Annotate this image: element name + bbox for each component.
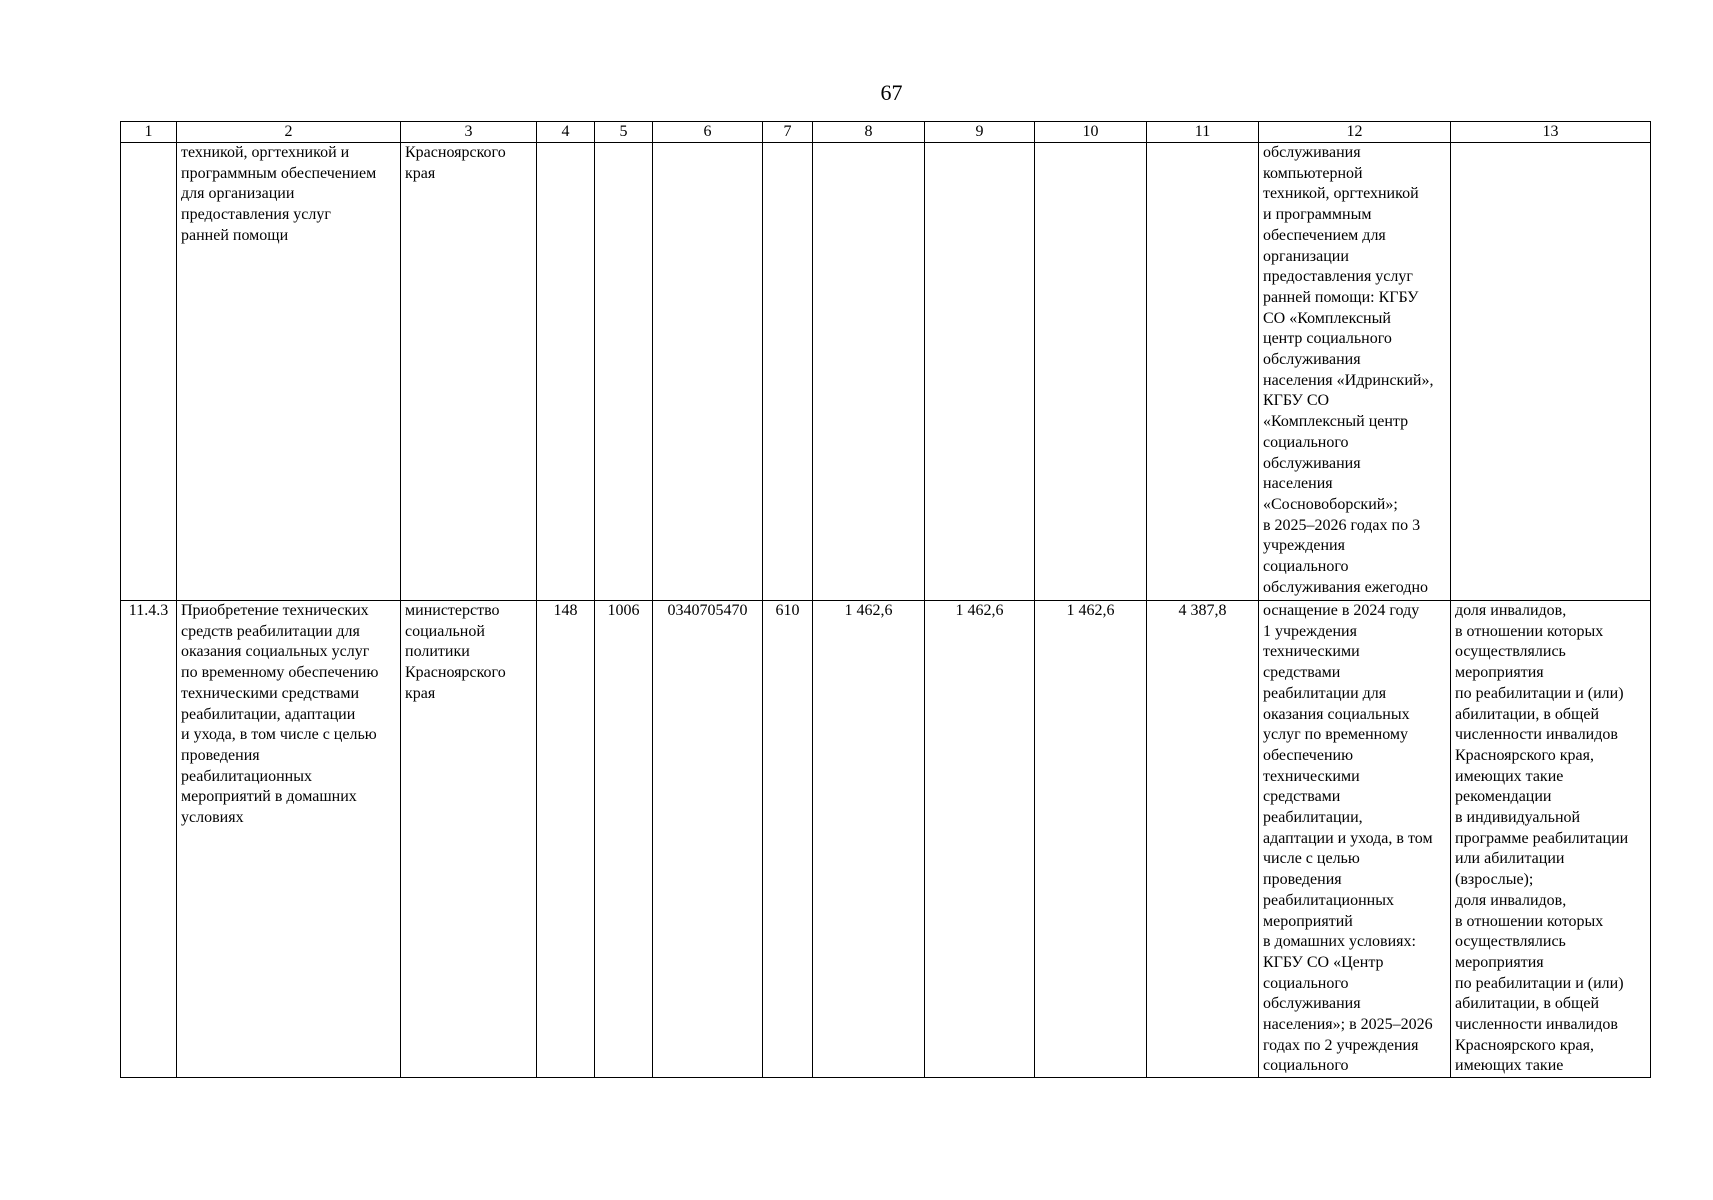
- program-measures-table: [120, 121, 1651, 1078]
- amount-cell: 1 462,6: [813, 601, 925, 1078]
- page-number: 67: [880, 80, 903, 105]
- column-number-row: [121, 122, 1651, 143]
- column-header: 9: [925, 122, 1035, 143]
- measure-name-cell: техникой, оргтехникой и программным обеспечением для организации предоставления услуг ранней помощи: [177, 143, 401, 601]
- code-cell: [537, 143, 595, 601]
- code-cell: [763, 143, 813, 601]
- total-amount-cell: [1147, 143, 1259, 601]
- amount-cell: [813, 143, 925, 601]
- code-cell: 1006: [595, 601, 653, 1078]
- table-row: [121, 601, 1651, 1078]
- column-header: 8: [813, 122, 925, 143]
- code-cell: 0340705470: [653, 601, 763, 1078]
- measure-name-cell: Приобретение технических средств реабилитации для оказания социальных услуг по временному обеспечению техническими средствами реабилитации, адаптации и ухода, в том числе с целью проведения реабилитационных мероприятий в домашних условиях: [177, 601, 401, 1078]
- amount-cell: 1 462,6: [925, 601, 1035, 1078]
- column-header: 4: [537, 122, 595, 143]
- item-number-cell: [121, 143, 177, 601]
- column-header: 13: [1451, 122, 1651, 143]
- column-header: 6: [653, 122, 763, 143]
- column-header: 1: [121, 122, 177, 143]
- table-row: [121, 143, 1651, 601]
- amount-cell: [925, 143, 1035, 601]
- indicator-cell: доля инвалидов, в отношении которых осуществлялись мероприятия по реабилитации и (или) абилитации, в общей численности инвалидов Красноярского края, имеющих такие рекомендации в индивидуальной программе реабилитации или абилитации (взрослые); доля инвалидов, в отношении которых осуществлялись мероприятия по реабилитации и (или) абилитации, в общей численности инвалидов Красноярского края, имеющих такие: [1451, 601, 1651, 1078]
- item-number-cell: 11.4.3: [121, 601, 177, 1078]
- total-amount-cell: 4 387,8: [1147, 601, 1259, 1078]
- amount-cell: 1 462,6: [1035, 601, 1147, 1078]
- column-header: 7: [763, 122, 813, 143]
- responsible-executor-cell: министерство социальной политики Красноярского края: [401, 601, 537, 1078]
- column-header: 3: [401, 122, 537, 143]
- indicator-cell: [1451, 143, 1651, 601]
- code-cell: 610: [763, 601, 813, 1078]
- column-header: 5: [595, 122, 653, 143]
- code-cell: [653, 143, 763, 601]
- code-cell: [595, 143, 653, 601]
- column-header: 10: [1035, 122, 1147, 143]
- responsible-executor-cell: Красноярского края: [401, 143, 537, 601]
- column-header: 2: [177, 122, 401, 143]
- column-header: 12: [1259, 122, 1451, 143]
- expected-result-cell: оснащение в 2024 году 1 учреждения техническими средствами реабилитации для оказания социальных услуг по временному обеспечению техническими средствами реабилитации, адаптации и ухода, в том числе с целью проведения реабилитационных мероприятий в домашних условиях: КГБУ СО «Центр социального обслуживания населения»; в 2025–2026 годах по 2 учреждения социального: [1259, 601, 1451, 1078]
- code-cell: 148: [537, 601, 595, 1078]
- column-header: 11: [1147, 122, 1259, 143]
- amount-cell: [1035, 143, 1147, 601]
- expected-result-cell: обслуживания компьютерной техникой, оргтехникой и программным обеспечением для организации предоставления услуг ранней помощи: КГБУ СО «Комплексный центр социального обслуживания населения «Идринский», КГБУ СО «Комплексный центр социального обслуживания населения «Сосновоборский»; в 2025–2026 годах по 3 учреждения социального обслуживания ежегодно: [1259, 143, 1451, 601]
